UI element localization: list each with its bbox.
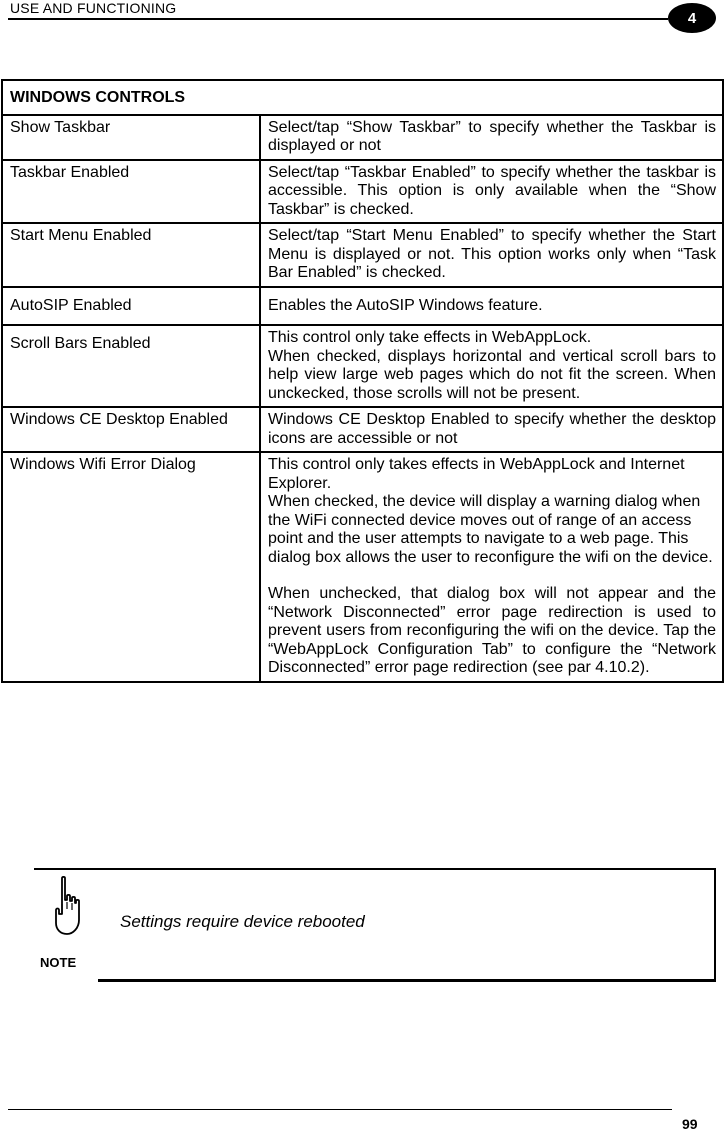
pointing-hand-icon [54, 876, 80, 936]
table-row [2, 287, 723, 326]
control-description [260, 160, 723, 224]
description-paragraph: When checked, the device will display a warning dialog when the WiFi connected device moves out of range of an access point and the user attempts to navigate to a web page. This dialog box allows the user to reconfigure the wifi on the device. [268, 493, 713, 566]
table-heading: WINDOWS CONTROLS [2, 80, 723, 115]
description-paragraph: Select/tap “Start Menu Enabled” to specify whether the Start Menu is displayed or not. This option works only when “Task Bar Enabled” is checked. [268, 227, 716, 281]
note-text: Settings require device rebooted [120, 912, 365, 931]
description-paragraph: When unchecked, that dialog box will not appear and the “Network Disconnected” error page redirection is used to prevent users from reconfiguring the wifi on the device. Tap the “WebAppLock Configuration Tab” to configure the “Network Disconnected” error page redirection (see par 4.10.2). [268, 585, 716, 676]
footer-divider [8, 1109, 672, 1110]
control-name: Start Menu Enabled [2, 223, 260, 287]
description-paragraph: Select/tap “Taskbar Enabled” to specify whether the taskbar is accessible. This option is only available when the “Show Taskbar” is checked. [268, 163, 716, 218]
control-description [260, 325, 723, 407]
table-row [2, 407, 723, 452]
chapter-badge: 4 [668, 3, 716, 33]
control-name: AutoSIP Enabled [2, 287, 260, 326]
table-row [2, 452, 723, 682]
control-name: Windows CE Desktop Enabled [2, 407, 260, 452]
control-description [260, 287, 723, 326]
control-name: Show Taskbar [2, 115, 260, 160]
page-number: 99 [682, 1116, 698, 1132]
table-row [2, 223, 723, 287]
windows-controls-table [1, 79, 724, 683]
description-paragraph: Enables the AutoSIP Windows feature. [268, 296, 543, 314]
control-description [260, 452, 723, 682]
description-paragraph: Windows CE Desktop Enabled to specify whether the desktop icons are accessible or not [268, 411, 716, 447]
control-description [260, 407, 723, 452]
table-row [2, 115, 723, 160]
control-name: Windows Wifi Error Dialog [2, 452, 260, 682]
description-paragraph: This control only take effects in WebAppLock. [268, 329, 592, 346]
note-label: NOTE [40, 955, 77, 970]
table-header-row [2, 80, 723, 115]
note-top-rule [34, 868, 98, 870]
paragraph-spacer [268, 567, 716, 585]
table-row [2, 325, 723, 407]
section-title: USE AND FUNCTIONING [10, 0, 177, 16]
control-name: Taskbar Enabled [2, 160, 260, 224]
description-paragraph: When checked, displays horizontal and vertical scroll bars to help view large web pages which do not fit the screen. When unckecked, those scrolls will not be present. [268, 347, 716, 402]
control-description [260, 223, 723, 287]
table-row [2, 160, 723, 224]
description-paragraph: This control only takes effects in WebAppLock and Internet Explorer. [268, 456, 685, 492]
header-divider [8, 18, 668, 20]
control-name: Scroll Bars Enabled [2, 325, 260, 407]
description-paragraph: Select/tap “Show Taskbar” to specify whether the Taskbar is displayed or not [268, 118, 716, 154]
control-description [260, 115, 723, 160]
